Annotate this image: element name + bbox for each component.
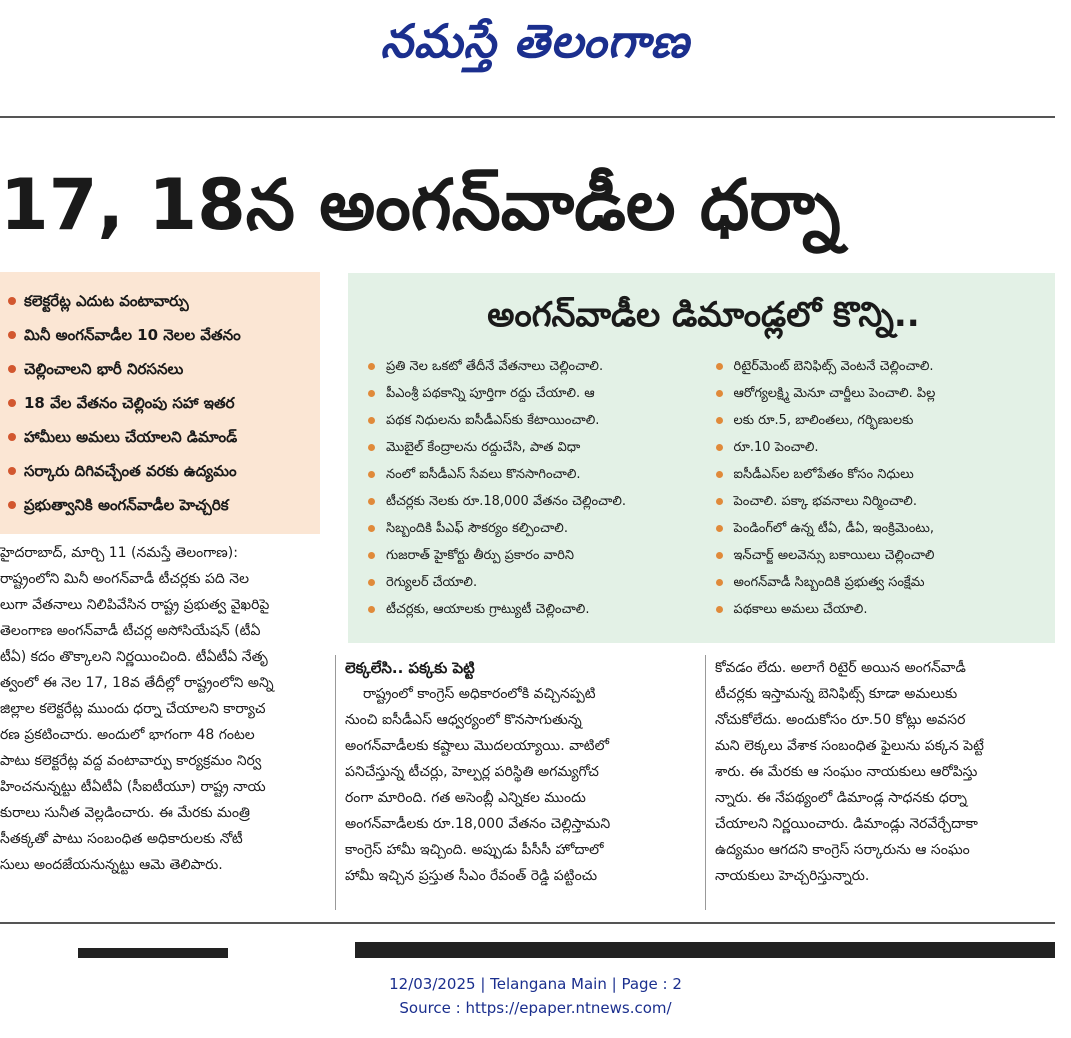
- article-line: టీచర్లకు ఇస్తామన్న బెనిఫిట్స్ కూడా అమలుకు: [715, 686, 958, 702]
- demand-item: గుజరాత్ హైకోర్టు తీర్పు ప్రకారం వారిని: [362, 542, 698, 569]
- article-line: రాష్ట్రంలోని మినీ అంగన్‌వాడీ టీచర్లకు పది నెల: [0, 571, 250, 587]
- highlight-item: ప్రభుత్వానికి అంగన్‌వాడీల హెచ్చరిక: [4, 488, 312, 522]
- demands-box: [348, 273, 1055, 643]
- demand-item-continued: పథకాలు అమలు చేయాలి.: [710, 596, 1046, 623]
- footer-source: [0, 972, 1071, 1020]
- article-middle-column: [345, 655, 695, 915]
- article-line: మని లెక్కలు వేశాక సంబంధిత ఫైలును పక్కన పెట్టే: [715, 738, 984, 754]
- demand-item-continued: పెంచాలి. పక్కా భవనాలు నిర్మించాలి.: [710, 488, 1046, 515]
- article-line: ఉద్యమం ఆగదని కాంగ్రెస్ సర్కారును ఆ సంఘం: [715, 842, 970, 858]
- article-line: పాటు కలెక్టరేట్ల వద్ద వంటావార్పు కార్యక్రమం నిర్వ: [0, 753, 262, 769]
- highlight-item: కలెక్టరేట్ల ఎదుట వంటావార్పు: [4, 284, 312, 318]
- highlights-list: [4, 284, 312, 522]
- demand-item-continued: నంలో ఐసీడీఎస్ సేవలు కొనసాగించాలి.: [362, 461, 698, 488]
- article-line: రణ ప్రకటించారు. అందులో భాగంగా 48 గంటల: [0, 727, 255, 743]
- demand-item-continued: పథక నిధులను ఐసీడీఎస్‌కు కేటాయించాలి.: [362, 407, 698, 434]
- article-line: అంగన్‌వాడీలకు కష్టాలు మొదలయ్యాయి. వాటిలో: [345, 738, 609, 754]
- demand-item: పీఎంశ్రీ పథకాన్ని పూర్తిగా రద్దు చేయాలి. ఆ: [362, 380, 698, 407]
- demand-item: ఆరోగ్యలక్ష్మి మెనూ చార్జీలు పెంచాలి. పిల్ల: [710, 380, 1046, 407]
- article-line: హించనున్నట్టు టీఏటీఏ (సీఐటీయూ) రాష్ట్ర నాయ: [0, 779, 266, 795]
- demand-item: సిబ్బందికి పీఎఫ్ సౌకర్యం కల్పించాలి.: [362, 515, 698, 542]
- demands-columns: [362, 353, 1045, 623]
- highlight-item: చెల్లించాలని భారీ నిరసనలు: [4, 352, 312, 386]
- article-line: పనిచేస్తున్న టీచర్లు, హెల్పర్ల పరిస్థితి అగమ్యగోచ: [345, 764, 599, 780]
- article-left-column: [0, 540, 325, 910]
- article-line: త్వంలో ఈ నెల 17, 18వ తేదీల్లో రాష్ట్రంలోని అన్ని: [0, 675, 274, 691]
- column-divider: [705, 655, 706, 910]
- demand-item-continued: రెగ్యులర్ చేయాలి.: [362, 569, 698, 596]
- demand-item: టీచర్లకు నెలకు రూ.18,000 వేతనం చెల్లించాలి.: [362, 488, 698, 515]
- article-line: నుంచి ఐసీడీఎస్ ఆధ్వర్యంలో కొనసాగుతున్న: [345, 712, 582, 728]
- article-line: తెలంగాణ అంగన్‌వాడీ టీచర్ల అసోసియేషన్ (టీఏ: [0, 623, 261, 639]
- article-line: రాష్ట్రంలో కాంగ్రెస్ అధికారంలోకి వచ్చినప్పటి: [363, 686, 596, 702]
- article-line: కోవడం లేదు. అలాగే రిటైర్ అయిన అంగన్‌వాడీ: [715, 660, 966, 676]
- highlight-item: మినీ అంగన్‌వాడీల 10 నెలల వేతనం: [4, 318, 312, 352]
- article-subhead: లెక్కలేసి.. పక్కకు పెట్టి: [345, 659, 475, 677]
- demands-right-column: [710, 353, 1046, 623]
- demand-item-continued: రూ.10 పెంచాలి.: [710, 434, 1046, 461]
- highlight-item: 18 వేల వేతనం చెల్లింపు సహా ఇతర: [4, 386, 312, 420]
- article-line: నాయకులు హెచ్చరిస్తున్నారు.: [715, 868, 870, 884]
- article-line: జిల్లాల కలెక్టరేట్ల ముందు ధర్నా చేయాలని కార్యాచ: [0, 701, 266, 717]
- article-line: అంగన్‌వాడీలకు రూ.18,000 వేతనం చెల్లిస్తామని: [345, 816, 611, 832]
- article-line: కాంగ్రెస్ హామీ ఇచ్చింది. అప్పుడు పీసీసీ హోదాలో: [345, 842, 604, 858]
- footer-source-url[interactable]: Source : https://epaper.ntnews.com/: [399, 999, 672, 1017]
- article-line: నోచుకోలేదు. అందుకోసం రూ.50 కోట్లు అవసర: [715, 712, 966, 728]
- top-divider: [0, 116, 1055, 118]
- highlight-item: హామీలు అమలు చేయాలని డిమాండ్: [4, 420, 312, 454]
- cropped-next-headlines: [0, 930, 1071, 958]
- article-line: హైదరాబాద్, మార్చి 11 (నమస్తే తెలంగాణ):: [0, 545, 238, 561]
- masthead-title: నమస్తే తెలంగాణ: [380, 14, 690, 68]
- demand-item: మొబైల్ కేంద్రాలను రద్దుచేసి, పాత విధా: [362, 434, 698, 461]
- bottom-divider: [0, 922, 1055, 924]
- article-line: లుగా వేతనాలు నిలిపివేసిన రాష్ట్ర ప్రభుత్వ వైఖరిపై: [0, 597, 270, 613]
- article-line: న్నారు. ఈ నేపథ్యంలో డిమాండ్ల సాధనకు ధర్నా: [715, 790, 968, 806]
- page-headline: 17, 18న అంగన్‌వాడీల ధర్నా: [0, 164, 841, 246]
- column-divider: [335, 655, 336, 910]
- demand-item-continued: లకు రూ.5, బాలింతలు, గర్భిణులకు: [710, 407, 1046, 434]
- highlights-box: [0, 272, 320, 534]
- article-line: చేయాలని నిర్ణయించారు. డిమాండ్లు నెరవేర్చేదాకా: [715, 816, 978, 832]
- demands-left-column: [362, 353, 698, 623]
- demand-item: ప్రతి నెల ఒకటో తేదీనే వేతనాలు చెల్లించాలి.: [362, 353, 698, 380]
- article-line: శారు. ఈ మేరకు ఆ సంఘం నాయకులు ఆరోపిస్తు: [715, 764, 978, 780]
- article-right-column: [715, 655, 1055, 915]
- demand-item: అంగన్‌వాడీ సిబ్బందికి ప్రభుత్వ సంక్షేమ: [710, 569, 1046, 596]
- demand-item: రిటైర్‌మెంట్ బెనిఫిట్స్ వెంటనే చెల్లించాలి.: [710, 353, 1046, 380]
- article-line: టీఏ) కదం తొక్కాలని నిర్ణయించింది. టీఏటీఏ నేతృ: [0, 649, 268, 665]
- demand-item: పెండింగ్‌లో ఉన్న టీఏ, డీఏ, ఇంక్రిమెంటు,: [710, 515, 1046, 542]
- article-line: సీతక్కతో పాటు సంబంధిత అధికారులకు నోటీ: [0, 831, 243, 847]
- demand-item: టీచర్లకు, ఆయాలకు గ్రాట్యుటీ చెల్లించాలి.: [362, 596, 698, 623]
- article-line: రంగా మారింది. గత అసెంబ్లీ ఎన్నికల ముందు: [345, 790, 586, 806]
- article-line: కురాలు సునీత వెల్లడించారు. ఈ మేరకు మంత్రి: [0, 805, 250, 821]
- cropped-headline-glyphs: [0, 930, 1071, 958]
- article-line: సులు అందజేయనున్నట్టు ఆమె తెలిపారు.: [0, 857, 223, 873]
- demand-item-continued: ఇన్‌చార్జ్ అలవెన్సు బకాయిలు చెల్లించాలి: [710, 542, 1046, 569]
- footer-date-edition: 12/03/2025 | Telangana Main | Page : 2: [389, 975, 682, 993]
- highlight-item: సర్కారు దిగివచ్చేంత వరకు ఉద్యమం: [4, 454, 312, 488]
- masthead-logo: [330, 6, 740, 76]
- demand-item: ఐసీడీఎస్‌ల బలోపేతం కోసం నిధులు: [710, 461, 1046, 488]
- demands-title: అంగన్‌వాడీల డిమాండ్లలో కొన్ని..: [487, 295, 920, 335]
- article-line: హామీ ఇచ్చిన ప్రస్తుత సీఎం రేవంత్ రెడ్డి పట్టించు: [345, 868, 598, 884]
